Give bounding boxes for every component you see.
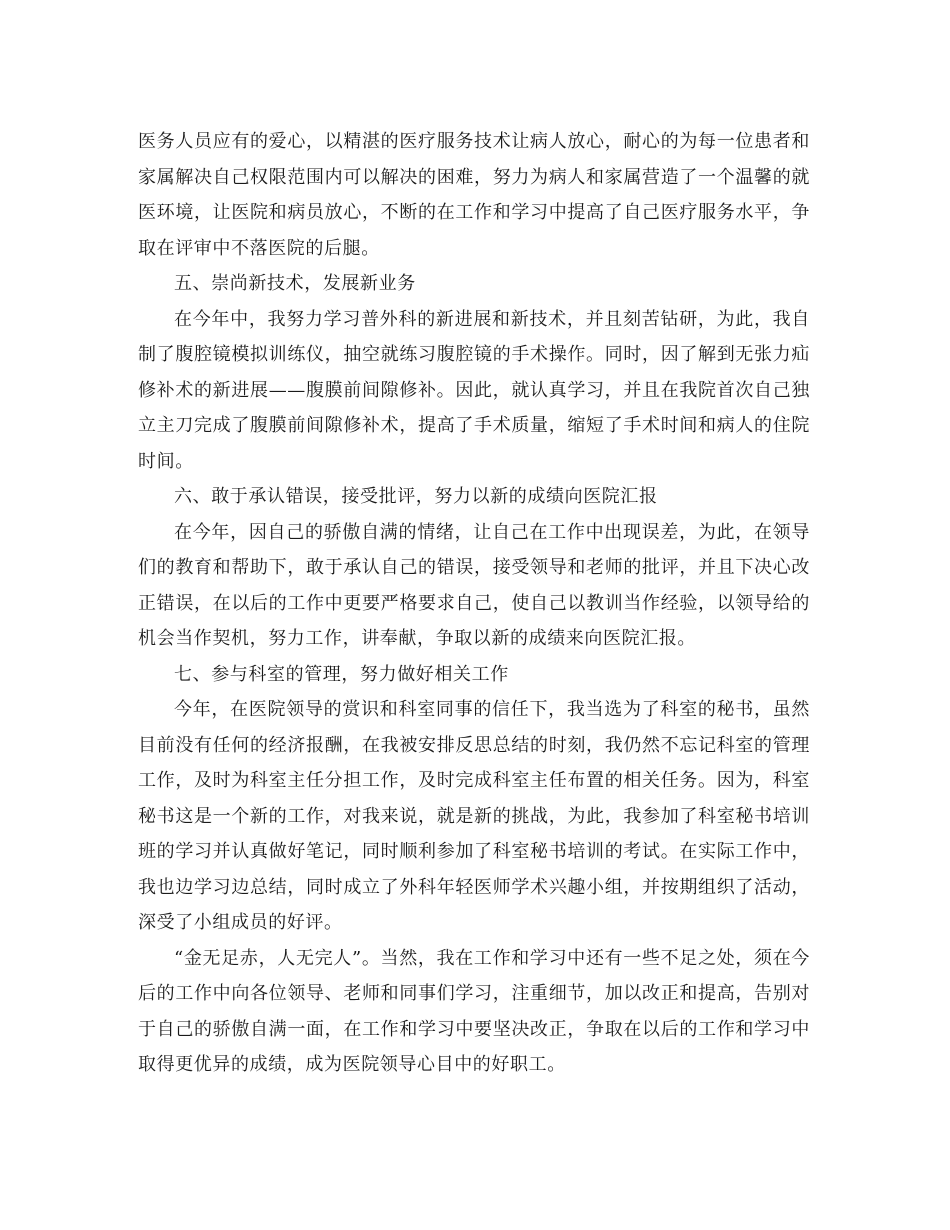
- paragraph-continuation: 医务人员应有的爱心，以精湛的医疗服务技术让病人放心，耐心的为每一位患者和家属解决自己权限范围内可以解决的困难，努力为病人和家属营造了一个温馨的就医环境，让医院和病员放心，不断的在工作和学习中提高了自己医疗服务水平，争取在评审中不落医院的后腿。: [138, 131, 810, 259]
- section-heading-seven: 七、参与科室的管理，努力做好相关工作: [174, 663, 509, 685]
- document-body: [138, 124, 810, 1083]
- paragraph-department-management: 今年，在医院领导的赏识和科室同事的信任下，我当选为了科室的秘书，虽然目前没有任何的经济报酬，在我被安排反思总结的时刻，我仍然不忘记科室的管理工作，及时为科室主任分担工作，及时完成科室主任布置的相关任务。因为，科室秘书这是一个新的工作，对我来说，就是新的挑战，为此，我参加了科室秘书培训班的学习并认真做好笔记，同时顺利参加了科室秘书培训的考试。在实际工作中，我也边学习边总结，同时成立了外科年轻医师学术兴趣小组，并按期组织了活动，深受了小组成员的好评。: [138, 699, 810, 933]
- paragraph-conclusion: “金无足赤，人无完人”。当然，我在工作和学习中还有一些不足之处，须在今后的工作中向各位领导、老师和同事们学习，注重细节，加以改正和提高，告别对于自己的骄傲自满一面，在工作和学习中要坚决改正，争取在以后的工作和学习中取得更优异的成绩，成为医院领导心目中的好职工。: [138, 947, 810, 1075]
- section-heading-six: 六、敢于承认错误，接受批评，努力以新的成绩向医院汇报: [174, 486, 658, 507]
- paragraph-new-technology: 在今年中，我努力学习普外科的新进展和新技术，并且刻苦钻研，为此，我自制了腹腔镜模拟训练仪，抽空就练习腹腔镜的手术操作。同时，因了解到无张力疝修补术的新进展——腹膜前间隙修补。因此，就认真学习，并且在我院首次自己独立主刀完成了腹膜前间隙修补术，提高了手术质量，缩短了手术时间和病人的住院时间。: [138, 308, 810, 472]
- section-heading-five: 五、崇尚新技术，发展新业务: [174, 273, 416, 294]
- paragraph-admit-mistakes: 在今年，因自己的骄傲自满的情绪，让自己在工作中出现误差，为此，在领导们的教育和帮助下，敢于承认自己的错误，接受领导和老师的批评，并且下决心改正错误，在以后的工作中更要严格要求自己，使自己以教训当作经验，以领导给的机会当作契机，努力工作，讲奉献，争取以新的成绩来向医院汇报。: [138, 521, 810, 649]
